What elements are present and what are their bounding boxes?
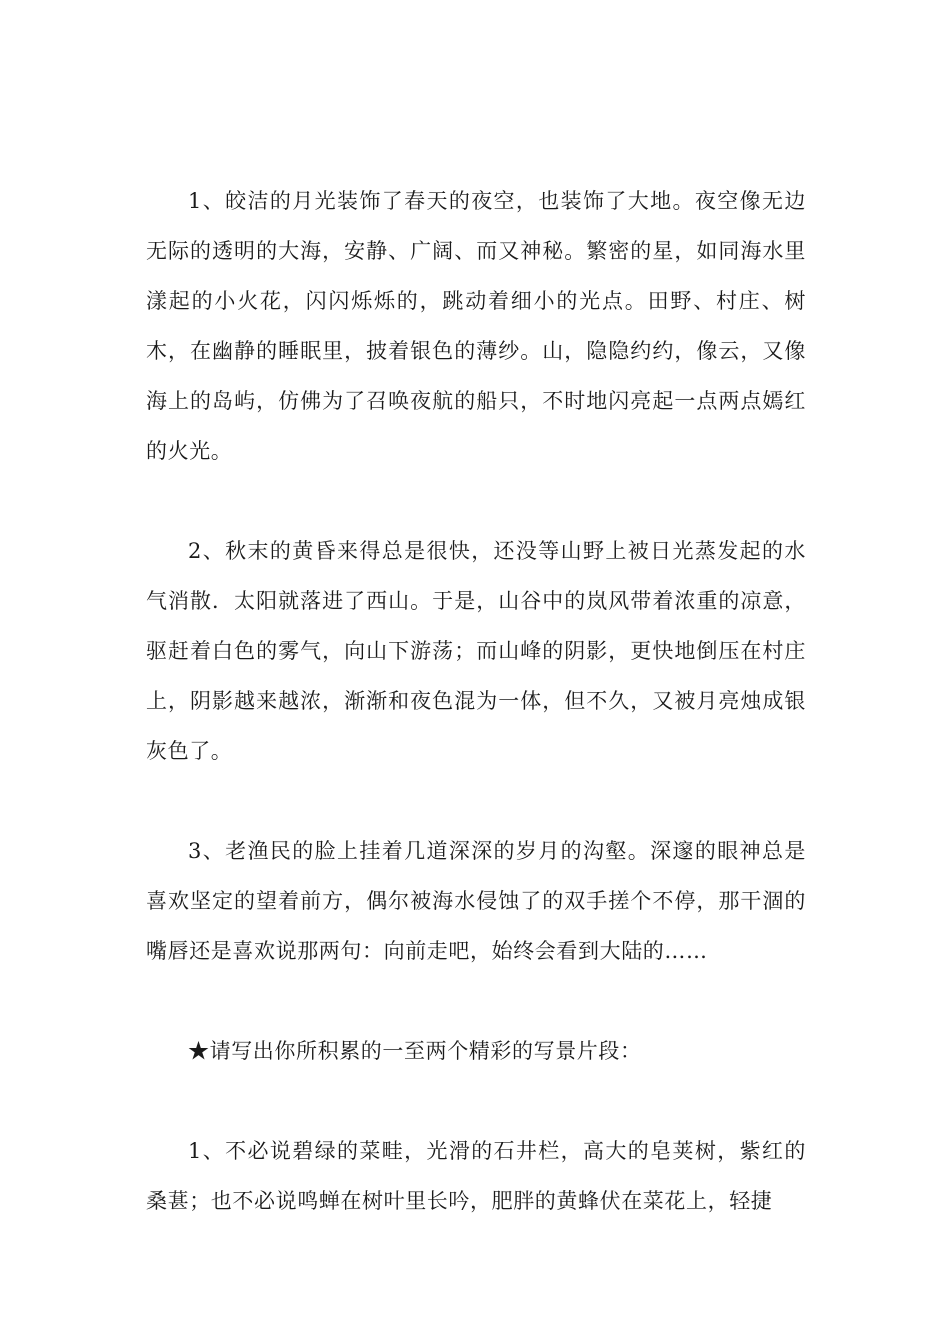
paragraph-gap <box>146 1076 806 1126</box>
paragraph-autumn-dusk: 2、秋末的黄昏来得总是很快，还没等山野上被日光蒸发起的水气消散．太阳就落进了西山。于是，山谷中的岚风带着浓重的凉意，驱赶着白色的雾气，向山下游荡；而山峰的阴影，更快地倒压在村庄上，阴影越来越浓，渐渐和夜色混为一体，但不久，又被月亮烛成银灰色了。 <box>146 539 806 763</box>
document-body <box>146 176 806 1226</box>
paragraph-old-fisherman: 3、老渔民的脸上挂着几道深深的岁月的沟壑。深邃的眼神总是喜欢坚定的望着前方，偶尔被海水侵蚀了的双手搓个不停，那干涸的嘴唇还是喜欢说那两句：向前走吧，始终会看到大陆的…… <box>146 839 806 963</box>
section-prompt: ★请写出你所积累的一至两个精彩的写景片段： <box>188 1039 642 1063</box>
paragraph-gap <box>146 776 806 826</box>
paragraph-vegetable-garden: 1、不必说碧绿的菜畦，光滑的石井栏，高大的皂荚树，紫红的桑葚；也不必说鸣蝉在树叶里长吟，肥胖的黄蜂伏在菜花上，轻捷 <box>146 1139 806 1213</box>
paragraph-gap <box>146 476 806 526</box>
paragraph-moonlit-night: 1、皎洁的月光装饰了春天的夜空，也装饰了大地。夜空像无边无际的透明的大海，安静、广阔、而又神秘。繁密的星，如同海水里漾起的小火花，闪闪烁烁的，跳动着细小的光点。田野、村庄、树木，在幽静的睡眠里，披着银色的薄纱。山，隐隐约约，像云，又像海上的岛屿，仿佛为了召唤夜航的船只，不时地闪亮起一点两点嫣红的火光。 <box>146 189 806 463</box>
paragraph-gap <box>146 976 806 1026</box>
